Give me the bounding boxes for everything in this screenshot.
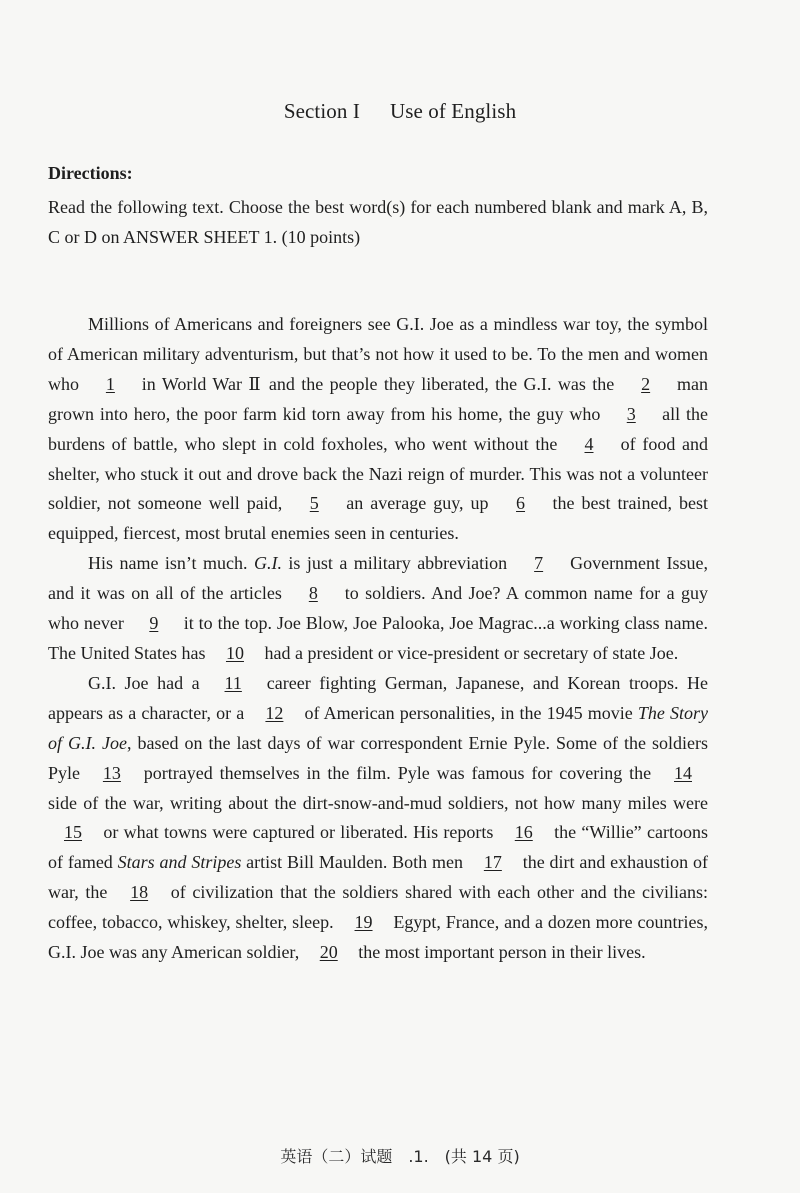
blank-9: 9 (149, 613, 159, 634)
blank-16: 16 (514, 822, 533, 843)
blank-10: 10 (225, 642, 244, 663)
italic-term: G.I. (253, 553, 282, 574)
passage-text: Egypt, France, and a dozen more countries, G.I. Joe was any American soldier, (48, 912, 709, 963)
paragraph-3 (48, 669, 708, 968)
passage-text: of American personalities, in the 1945 movie (299, 702, 638, 723)
passage-text: is just a military abbreviation (281, 553, 514, 574)
passage-text: the dirt and exhaustion of war, the (48, 852, 709, 903)
passage-text: of food and shelter, who stuck it out and drove back the Nazi reign of murder. This was not a volunteer soldier, not someone well paid, (48, 433, 708, 514)
blank-18: 18 (130, 882, 149, 903)
passage-text: portrayed themselves in the film. Pyle was famous for covering the (136, 762, 658, 783)
passage-text: had a president or vice-president or secretary of state Joe. (259, 642, 679, 663)
blank-20: 20 (319, 942, 338, 963)
paragraph-1 (48, 310, 708, 549)
blank-4: 4 (584, 433, 594, 454)
blank-17: 17 (483, 852, 502, 873)
passage-text: an average guy, up (339, 493, 496, 514)
blank-13: 13 (102, 762, 121, 783)
passage-text: Government Issue, and it was on all of the articles (48, 553, 708, 604)
passage-text: all the burdens of battle, who slept in cold foxholes, who went without the (48, 403, 709, 454)
passage-text: in World War Ⅱ and the people they liberated, the G.I. was the (135, 373, 621, 394)
blank-2: 2 (641, 373, 651, 394)
blank-12: 12 (265, 702, 284, 723)
passage-text: , based on the last days of war correspondent Ernie Pyle. Some of the soldiers Pyle (48, 732, 708, 783)
blank-19: 19 (354, 912, 373, 933)
passage-text: to soldiers. And Joe? A common name for a guy who never (48, 583, 708, 634)
paragraph-2 (48, 549, 708, 669)
passage-text: the best trained, best equipped, fiercest, most brutal enemies seen in centuries. (48, 493, 708, 544)
passage-text: of civilization that the soldiers shared with each other and the civilians: coffee, tobacco, whiskey, shelter, sleep. (48, 882, 708, 933)
movie-title: The Story of G.I. Joe (48, 702, 708, 753)
page-footer: 英语（二）试题 .1. (共 14 页) (280, 1147, 520, 1166)
reading-passage (48, 310, 708, 968)
blank-14: 14 (674, 762, 692, 783)
passage-text: it to the top. Joe Blow, Joe Palooka, Joe Magrac...a working class name. The United States has (48, 613, 708, 663)
blank-11: 11 (224, 672, 242, 693)
passage-text: the most important person in their lives. (353, 942, 646, 963)
passage-text: career fighting German, Japanese, and Korean troops. He appears as a character, or a (48, 672, 708, 723)
passage-text: man grown into hero, the poor farm kid torn away from his home, the guy who (48, 373, 708, 424)
blank-7: 7 (534, 553, 544, 574)
blank-5: 5 (309, 493, 319, 514)
directions-text: Read the following text. Choose the best word(s) for each numbered blank and mark A, B, C or D on ANSWER SHEET 1. (10 points) (48, 197, 708, 247)
blank-3: 3 (626, 403, 636, 424)
section-name: Use of English (389, 99, 517, 123)
directions-heading: Directions: (48, 163, 133, 183)
passage-text: His name isn’t much. (88, 553, 254, 574)
passage-text: artist Bill Maulden. Both men (241, 852, 468, 873)
blank-8: 8 (308, 583, 318, 604)
blank-15: 15 (64, 822, 82, 843)
section-label: Section I (283, 99, 360, 123)
blank-6: 6 (516, 493, 526, 514)
passage-text: side of the war, writing about the dirt-snow-and-mud soldiers, not how many miles were (48, 792, 708, 813)
publication-title: Stars and Stripes (117, 852, 242, 873)
section-title (0, 99, 800, 124)
blank-1: 1 (105, 373, 115, 394)
passage-text: G.I. Joe had a (88, 672, 209, 693)
passage-text: or what towns were captured or liberated. His reports (98, 822, 499, 843)
passage-text: Millions of Americans and foreigners see G.I. Joe as a mindless war toy, the symbol of American military adventurism, but that’s not how it used to be. To the men and women who (48, 314, 708, 394)
passage-text: the “Willie” cartoons of famed (48, 822, 708, 873)
